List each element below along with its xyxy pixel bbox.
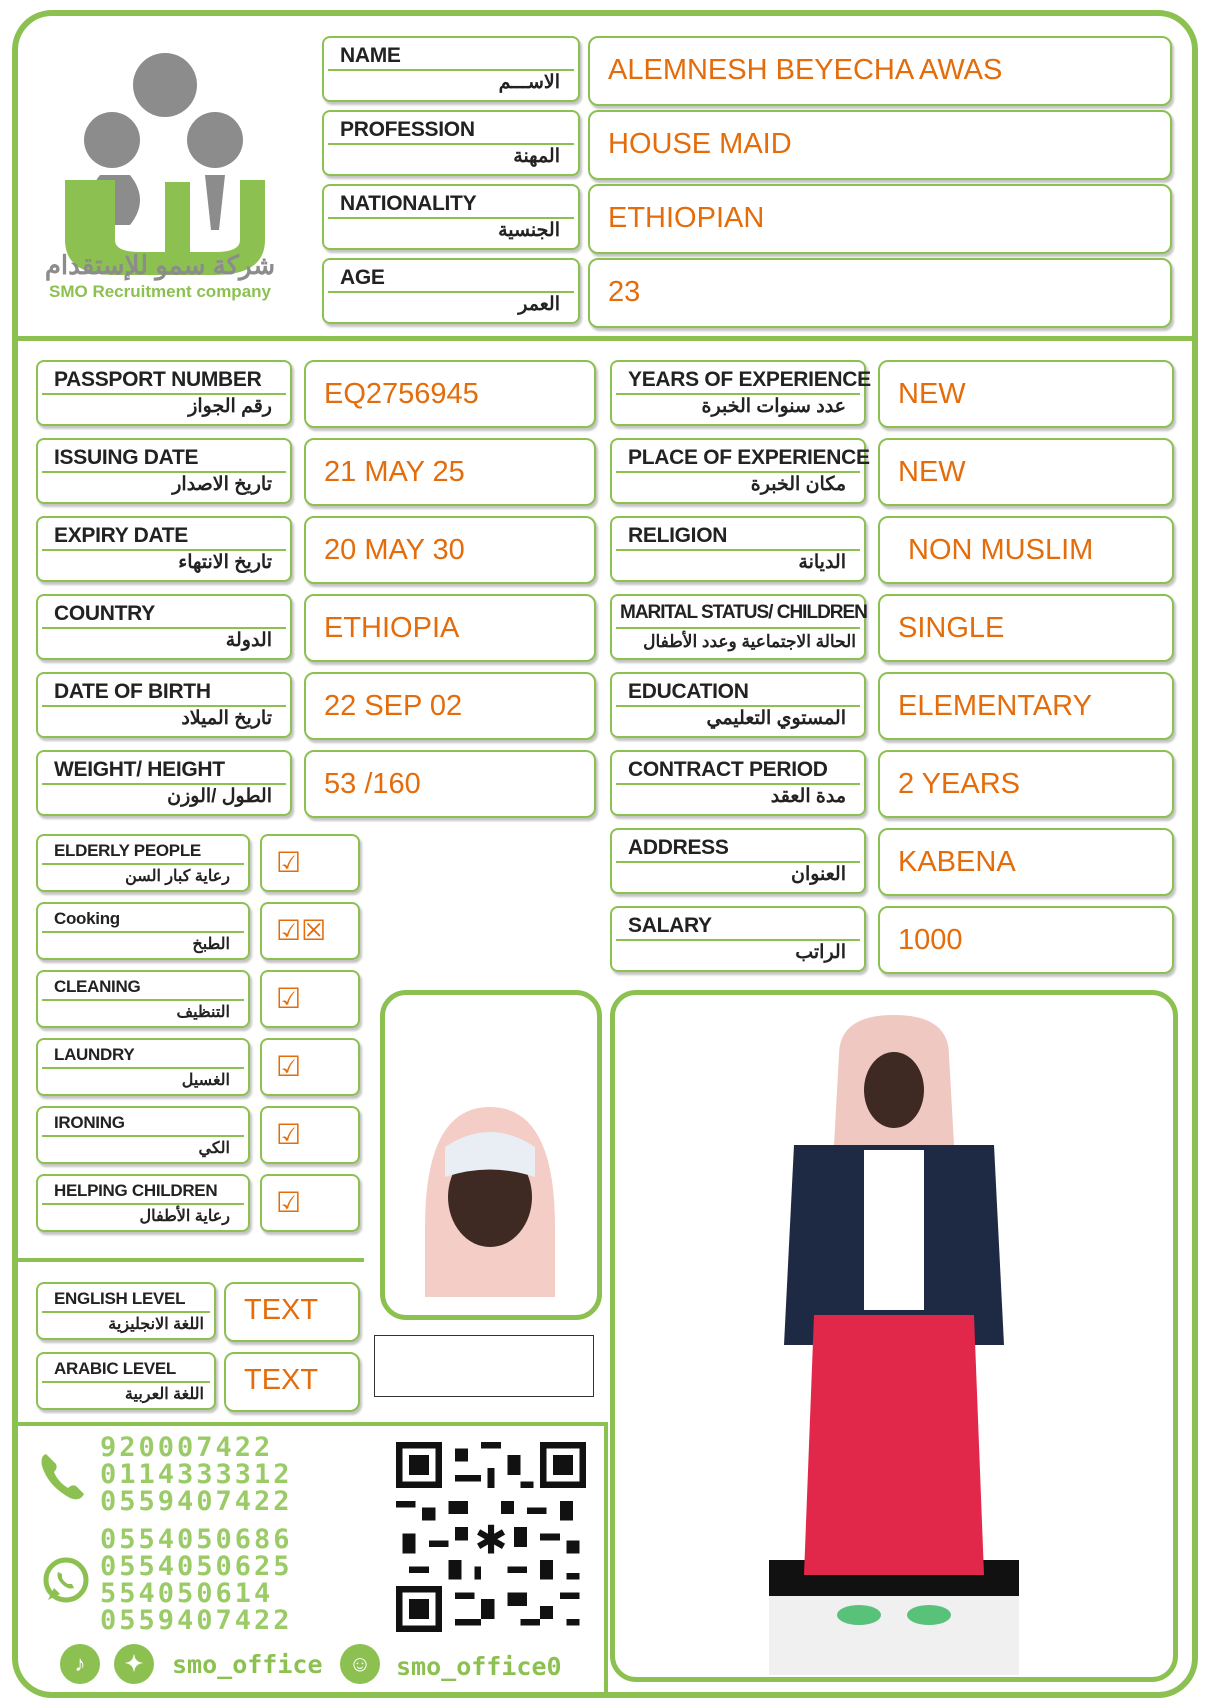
label-ar: اللغة العربية (124, 1386, 204, 1403)
label-ar: مدة العقد (770, 786, 846, 807)
label-ar: مكان الخبرة (750, 474, 846, 495)
label-ar: الجنسية (498, 220, 560, 241)
weight-height-label (36, 750, 292, 816)
checkbox-mark: ☑ (276, 1186, 302, 1219)
full-body-photo (769, 1015, 1029, 1675)
social-handle-alt: smo_office0 (396, 1652, 562, 1681)
label-ar: الكي (198, 1140, 230, 1157)
company-name-en: SMO Recruitment company (49, 282, 271, 301)
passport-photo-frame (380, 990, 602, 1320)
company-name-ar: شركة سمو للإستقدام (44, 250, 276, 280)
skill-cleaning-label (36, 970, 250, 1028)
skill-elderly-checkbox[interactable] (260, 834, 360, 892)
skill-laundry-label (36, 1038, 250, 1096)
label-divider (616, 627, 860, 629)
checkbox-mark: ☑☒ (276, 914, 327, 947)
label-en: ELDERLY PEOPLE (54, 841, 201, 860)
tiktok-icon[interactable]: ♪ (60, 1644, 100, 1684)
label-en: COUNTRY (54, 602, 155, 625)
label-en: CONTRACT PERIOD (628, 758, 828, 781)
value-text: SINGLE (898, 612, 1005, 644)
place-of-experience-value (878, 438, 1174, 506)
contract-period-value (878, 750, 1174, 818)
label-en: IRONING (54, 1113, 125, 1132)
value-text: KABENA (898, 846, 1016, 878)
skill-laundry-checkbox[interactable] (260, 1038, 360, 1096)
label-en: NAME (340, 44, 401, 67)
value-text: 53 /160 (324, 768, 421, 800)
label-ar: رعاية الأطفال (139, 1208, 230, 1225)
label-divider (42, 1381, 210, 1383)
skill-helping-children-checkbox[interactable] (260, 1174, 360, 1232)
phone-numbers (100, 1434, 293, 1515)
label-ar: الراتب (795, 942, 846, 963)
value-text: NEW (898, 456, 966, 488)
social-handle: smo_office (172, 1650, 323, 1679)
expiry-date-value (304, 516, 596, 584)
svg-text:✱: ✱ (474, 1518, 508, 1563)
english-level-value (224, 1282, 360, 1342)
label-en: PASSPORT NUMBER (54, 368, 262, 391)
marital-status-label (610, 594, 866, 660)
value-text: 21 MAY 25 (324, 456, 465, 488)
religion-label (610, 516, 866, 582)
blank-box (374, 1335, 594, 1397)
whatsapp-number: 0554050625 (100, 1551, 293, 1582)
country-value (304, 594, 596, 662)
nationality-value (588, 184, 1172, 254)
value-text: NON MUSLIM (908, 534, 1094, 566)
label-en: LAUNDRY (54, 1045, 135, 1064)
religion-value (878, 516, 1174, 584)
value-text: TEXT (244, 1364, 319, 1396)
contact-divider (14, 1422, 608, 1426)
value-text: 22 SEP 02 (324, 690, 463, 722)
passport-photo (405, 1107, 575, 1297)
address-label (610, 828, 866, 894)
whatsapp-icon (42, 1556, 90, 1604)
label-ar: الحالة الاجتماعية وعدد الأطفال (643, 632, 856, 651)
label-en: ISSUING DATE (54, 446, 199, 469)
value-text: ETHIOPIA (324, 612, 460, 644)
label-ar: المستوي التعليمي (706, 708, 846, 729)
label-ar: تاريخ الانتهاء (178, 552, 272, 573)
languages-divider (14, 1258, 364, 1262)
label-en: WEIGHT/ HEIGHT (54, 758, 225, 781)
expiry-date-label (36, 516, 292, 582)
nationality-label (322, 184, 580, 250)
value-text: EQ2756945 (324, 378, 479, 410)
label-ar: العنوان (790, 864, 846, 885)
label-en: AGE (340, 266, 385, 289)
skill-elderly-label (36, 834, 250, 892)
label-en: RELIGION (628, 524, 728, 547)
issuing-date-label (36, 438, 292, 504)
education-label (610, 672, 866, 738)
phone-number: 0114333312 (100, 1459, 293, 1490)
value-text: 1000 (898, 924, 963, 956)
whatsapp-number: 554050614 (100, 1578, 274, 1609)
label-ar: عدد سنوات الخبرة (701, 396, 846, 417)
label-ar: الغسيل (181, 1072, 230, 1089)
value-text: ETHIOPIAN (608, 202, 765, 234)
passport-number-value (304, 360, 596, 428)
salary-value (878, 906, 1174, 974)
contract-period-label (610, 750, 866, 816)
name-value (588, 36, 1172, 106)
whatsapp-number: 0559407422 (100, 1605, 293, 1636)
arabic-level-label (36, 1352, 216, 1410)
label-en: MARITAL STATUS/ CHILDREN (620, 602, 867, 623)
marital-status-value (878, 594, 1174, 662)
label-divider (42, 999, 244, 1001)
issuing-date-value (304, 438, 596, 506)
full-body-photo-frame (610, 990, 1178, 1682)
label-ar: التنظيف (176, 1004, 230, 1021)
label-en: EXPIRY DATE (54, 524, 189, 547)
phone-icon (36, 1448, 92, 1504)
label-en: EDUCATION (628, 680, 749, 703)
passport-number-label (36, 360, 292, 426)
skill-ironing-label (36, 1106, 250, 1164)
checkbox-mark: ☑ (276, 846, 302, 879)
twitter-icon[interactable]: ✦ (114, 1644, 154, 1684)
label-ar: العمر (518, 294, 560, 315)
arabic-level-value (224, 1352, 360, 1412)
whatsapp-numbers (100, 1526, 293, 1634)
value-text: 2 YEARS (898, 768, 1020, 800)
label-en: SALARY (628, 914, 712, 937)
skill-cooking-checkbox[interactable] (260, 902, 360, 960)
english-level-label (36, 1282, 216, 1340)
education-value (878, 672, 1174, 740)
label-ar: الدولة (225, 630, 272, 651)
skill-ironing-checkbox[interactable] (260, 1106, 360, 1164)
profession-label (322, 110, 580, 176)
label-en: ADDRESS (628, 836, 729, 859)
label-en: ENGLISH LEVEL (54, 1289, 186, 1308)
label-ar: اللغة الانجليزية (108, 1316, 204, 1333)
age-value (588, 258, 1172, 328)
label-ar: الديانة (798, 552, 846, 573)
profession-value (588, 110, 1172, 180)
skill-cooking-label (36, 902, 250, 960)
label-ar: المهنة (513, 146, 560, 167)
label-divider (42, 1067, 244, 1069)
label-divider (42, 931, 244, 933)
label-ar: رعاية كبار السن (125, 868, 230, 885)
checkbox-mark: ☑ (276, 1050, 302, 1083)
label-ar: الاســـم (498, 72, 560, 93)
date-of-birth-value (304, 672, 596, 740)
value-text: HOUSE MAID (608, 128, 792, 160)
label-en: PLACE OF EXPERIENCE (628, 446, 870, 469)
value-text: ELEMENTARY (898, 690, 1092, 722)
snapchat-icon[interactable]: ☺ (340, 1644, 380, 1684)
header-divider (14, 336, 1196, 341)
age-label (322, 258, 580, 324)
label-divider (42, 1135, 244, 1137)
country-label (36, 594, 292, 660)
qr-code[interactable] (396, 1442, 586, 1632)
value-text: NEW (898, 378, 966, 410)
checkbox-mark: ☑ (276, 1118, 302, 1151)
label-en: ARABIC LEVEL (54, 1359, 177, 1378)
label-divider (42, 1203, 244, 1205)
salary-label (610, 906, 866, 972)
contact-vertical-divider (604, 1422, 608, 1692)
date-of-birth-label (36, 672, 292, 738)
value-text: ALEMNESH BEYECHA AWAS (608, 54, 1003, 86)
weight-height-value (304, 750, 596, 818)
years-of-experience-label (610, 360, 871, 426)
label-en: YEARS OF EXPERIENCE (628, 368, 871, 391)
place-of-experience-label (610, 438, 870, 504)
label-en: Cooking (54, 909, 120, 928)
checkbox-mark: ☑ (276, 982, 302, 1015)
label-en: HELPING CHILDREN (54, 1181, 218, 1200)
label-ar: الطبخ (192, 936, 230, 953)
value-text: 20 MAY 30 (324, 534, 465, 566)
address-value (878, 828, 1174, 896)
label-divider (42, 1311, 210, 1313)
value-text: 23 (608, 276, 641, 308)
phone-number: 0559407422 (100, 1486, 293, 1517)
label-ar: الطول /الوزن (167, 786, 272, 807)
name-label (322, 36, 580, 102)
label-en: CLEANING (54, 977, 141, 996)
value-text: TEXT (244, 1294, 319, 1326)
phone-number: 920007422 (100, 1432, 274, 1463)
label-en: NATIONALITY (340, 192, 477, 215)
skill-cleaning-checkbox[interactable] (260, 970, 360, 1028)
whatsapp-number: 0554050686 (100, 1524, 293, 1555)
skill-helping-children-label (36, 1174, 250, 1232)
label-ar: تاريخ الميلاد (181, 708, 272, 729)
years-of-experience-value (878, 360, 1174, 428)
label-ar: تاريخ الاصدار (172, 474, 272, 495)
label-ar: رقم الجواز (188, 396, 272, 417)
label-en: DATE OF BIRTH (54, 680, 211, 703)
label-divider (42, 863, 244, 865)
label-en: PROFESSION (340, 118, 475, 141)
